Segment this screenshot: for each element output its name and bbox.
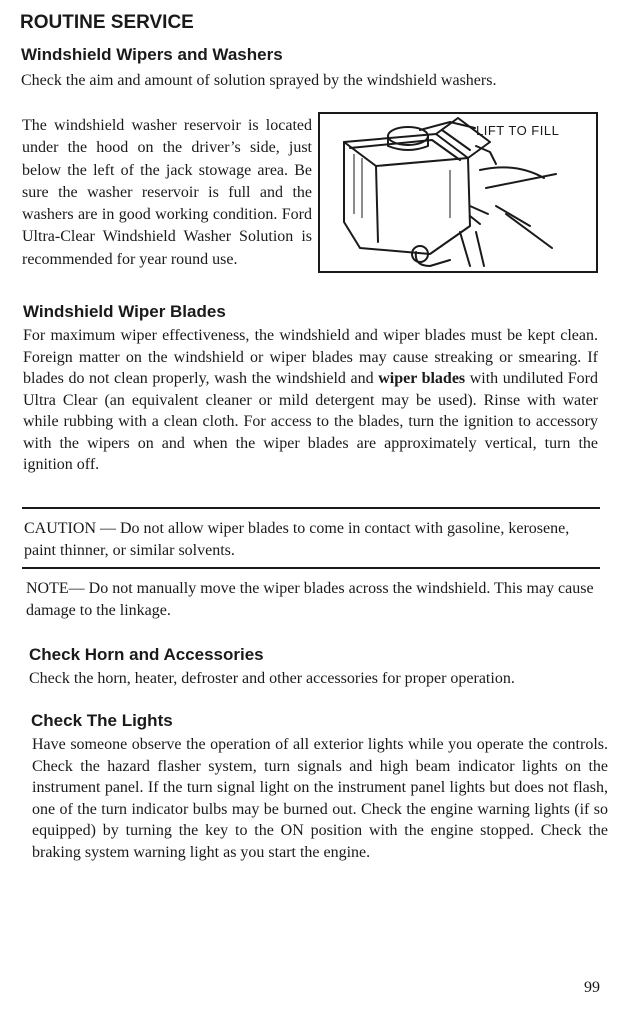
note-top-rule [22,567,600,569]
section-title-wiper-blades: Windshield Wiper Blades [23,302,226,321]
lift-to-fill-label: LIFT TO FILL [476,123,560,138]
lights-paragraph: Have someone observe the operation of all exterior lights while you operate the controls. Check the hazard flasher system, turn signals and high beam indicator lights on the instrument panel. If the turn signal light on the instrument panel lights but does not flash, one of the turn indicator bulbs may be burned out. Check the engine warning lights (if so equipped) by turning the key to the ON position with the engine stopped. Check the braking system warning light as you start the engine. [32,736,608,861]
section-title-lights: Check The Lights [31,711,173,730]
wiper-blades-paragraph [23,325,598,476]
section-title-wipers-washers: Windshield Wipers and Washers [21,45,283,64]
wiper-blades-text-after: with undiluted Ford Ultra Clear (an equivalent cleaner or mild detergent may be used). Rinse with water while rubbing with a clean cloth. For access to the blades, turn the ignition to accessory with the wipers on and when the wiper blades are approximately vertical, turn the ignition off. [23,370,598,473]
caution-paragraph: CAUTION — Do not allow wiper blades to come in contact with gasoline, kerosene, paint thinner, or similar solvents. [24,520,570,559]
page-header: ROUTINE SERVICE [20,12,194,33]
section-title-horn-accessories: Check Horn and Accessories [29,645,264,664]
caution-top-rule [22,507,600,509]
horn-accessories-paragraph: Check the horn, heater, defroster and other accessories for proper operation. [29,670,515,687]
wiper-blades-bold-term: wiper blades [378,370,466,387]
page-number: 99 [584,979,600,996]
washer-reservoir-paragraph: The windshield washer reservoir is located under the hood on the driver’s side, just below the left of the jack stowage area. Be sure the washer reservoir is full and the washers are in good working condition. Ford Ultra-Clear Windshield Washer Solution is recommended for year round use. [22,117,312,268]
wipers-intro-paragraph: Check the aim and amount of solution sprayed by the windshield washers. [21,72,497,89]
note-paragraph: NOTE— Do not manually move the wiper blades across the windshield. This may cause damage to the linkage. [26,580,594,619]
wiper-blades-text-before: For maximum wiper effectiveness, the windshield and wiper blades must be kept clean. Foreign matter on the windshield or wiper blades may cause streaking or smearing. If blades do not clean properly, wash the windshield and [23,327,598,387]
washer-reservoir-figure [318,112,598,273]
